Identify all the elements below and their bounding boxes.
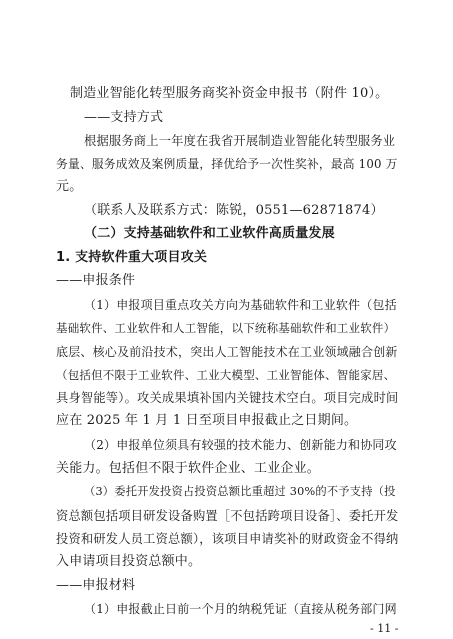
text-line: 务量、服务成效及案例质量，择优给予一次性奖补，最高 100 万 — [56, 157, 398, 171]
text-line: （3）委托开发投资占投资总额比重超过 30%的不予支持（投 — [84, 485, 396, 498]
text-line: （包括但不限于工业软件、工业大模型、工业智能体、智能家居、 — [56, 368, 396, 382]
text-line: （1）申报截止日前一个月的纳税凭证（直接从税务部门网 — [84, 602, 397, 616]
text-line: 制造业智能化转型服务商奖补资金申报书（附件 10）。 — [70, 86, 389, 101]
text-line: 投资和研发人员工资总额），该项目申请奖补的财政资金不得纳 — [56, 532, 399, 546]
subsection-heading: 1. 支持软件重大项目攻关 — [56, 250, 208, 265]
text-line: （1）申报项目重点攻关方向为基础软件和工业软件（包括 — [84, 298, 397, 312]
contact-line: （联系人及联系方式：陈锐，0551—62871874） — [84, 203, 384, 218]
text-line: 关能力。包括但不限于软件企业、工业企业。 — [56, 461, 321, 476]
section-heading: （二）支持基础软件和工业软件高质量发展 — [84, 226, 335, 241]
text-line: 具身智能等）。攻关成果填补国内关键技术空白。项目完成时间 — [56, 391, 399, 405]
text-line: 底层、核心及前沿技术，突出人工智能技术在工业领域融合创新 — [56, 345, 398, 359]
page-number: - 11 - — [370, 622, 399, 635]
text-line: 资总额包括项目研发设备购置［不包括跨项目设备］、委托开发 — [56, 509, 399, 523]
text-line: 元。 — [56, 179, 83, 194]
text-line: 入申请项目投资总额中。 — [56, 554, 202, 569]
text-line: 根据服务商上一年度在我省开展制造业智能化转型服务业 — [84, 134, 396, 148]
text-line: 应在 2025 年 1 月 1 日至项目申报截止之日期间。 — [56, 413, 358, 428]
text-line: 基础软件、工业软件和人工智能，以下统称基础软件和工业软件） — [56, 321, 396, 335]
section-subheading: ——申报条件 — [56, 273, 136, 288]
section-subheading: ——支持方式 — [84, 110, 164, 125]
section-subheading: ——申报材料 — [56, 578, 136, 593]
text-line: （2）申报单位须具有较强的技术能力、创新能力和协同攻 — [84, 438, 397, 452]
